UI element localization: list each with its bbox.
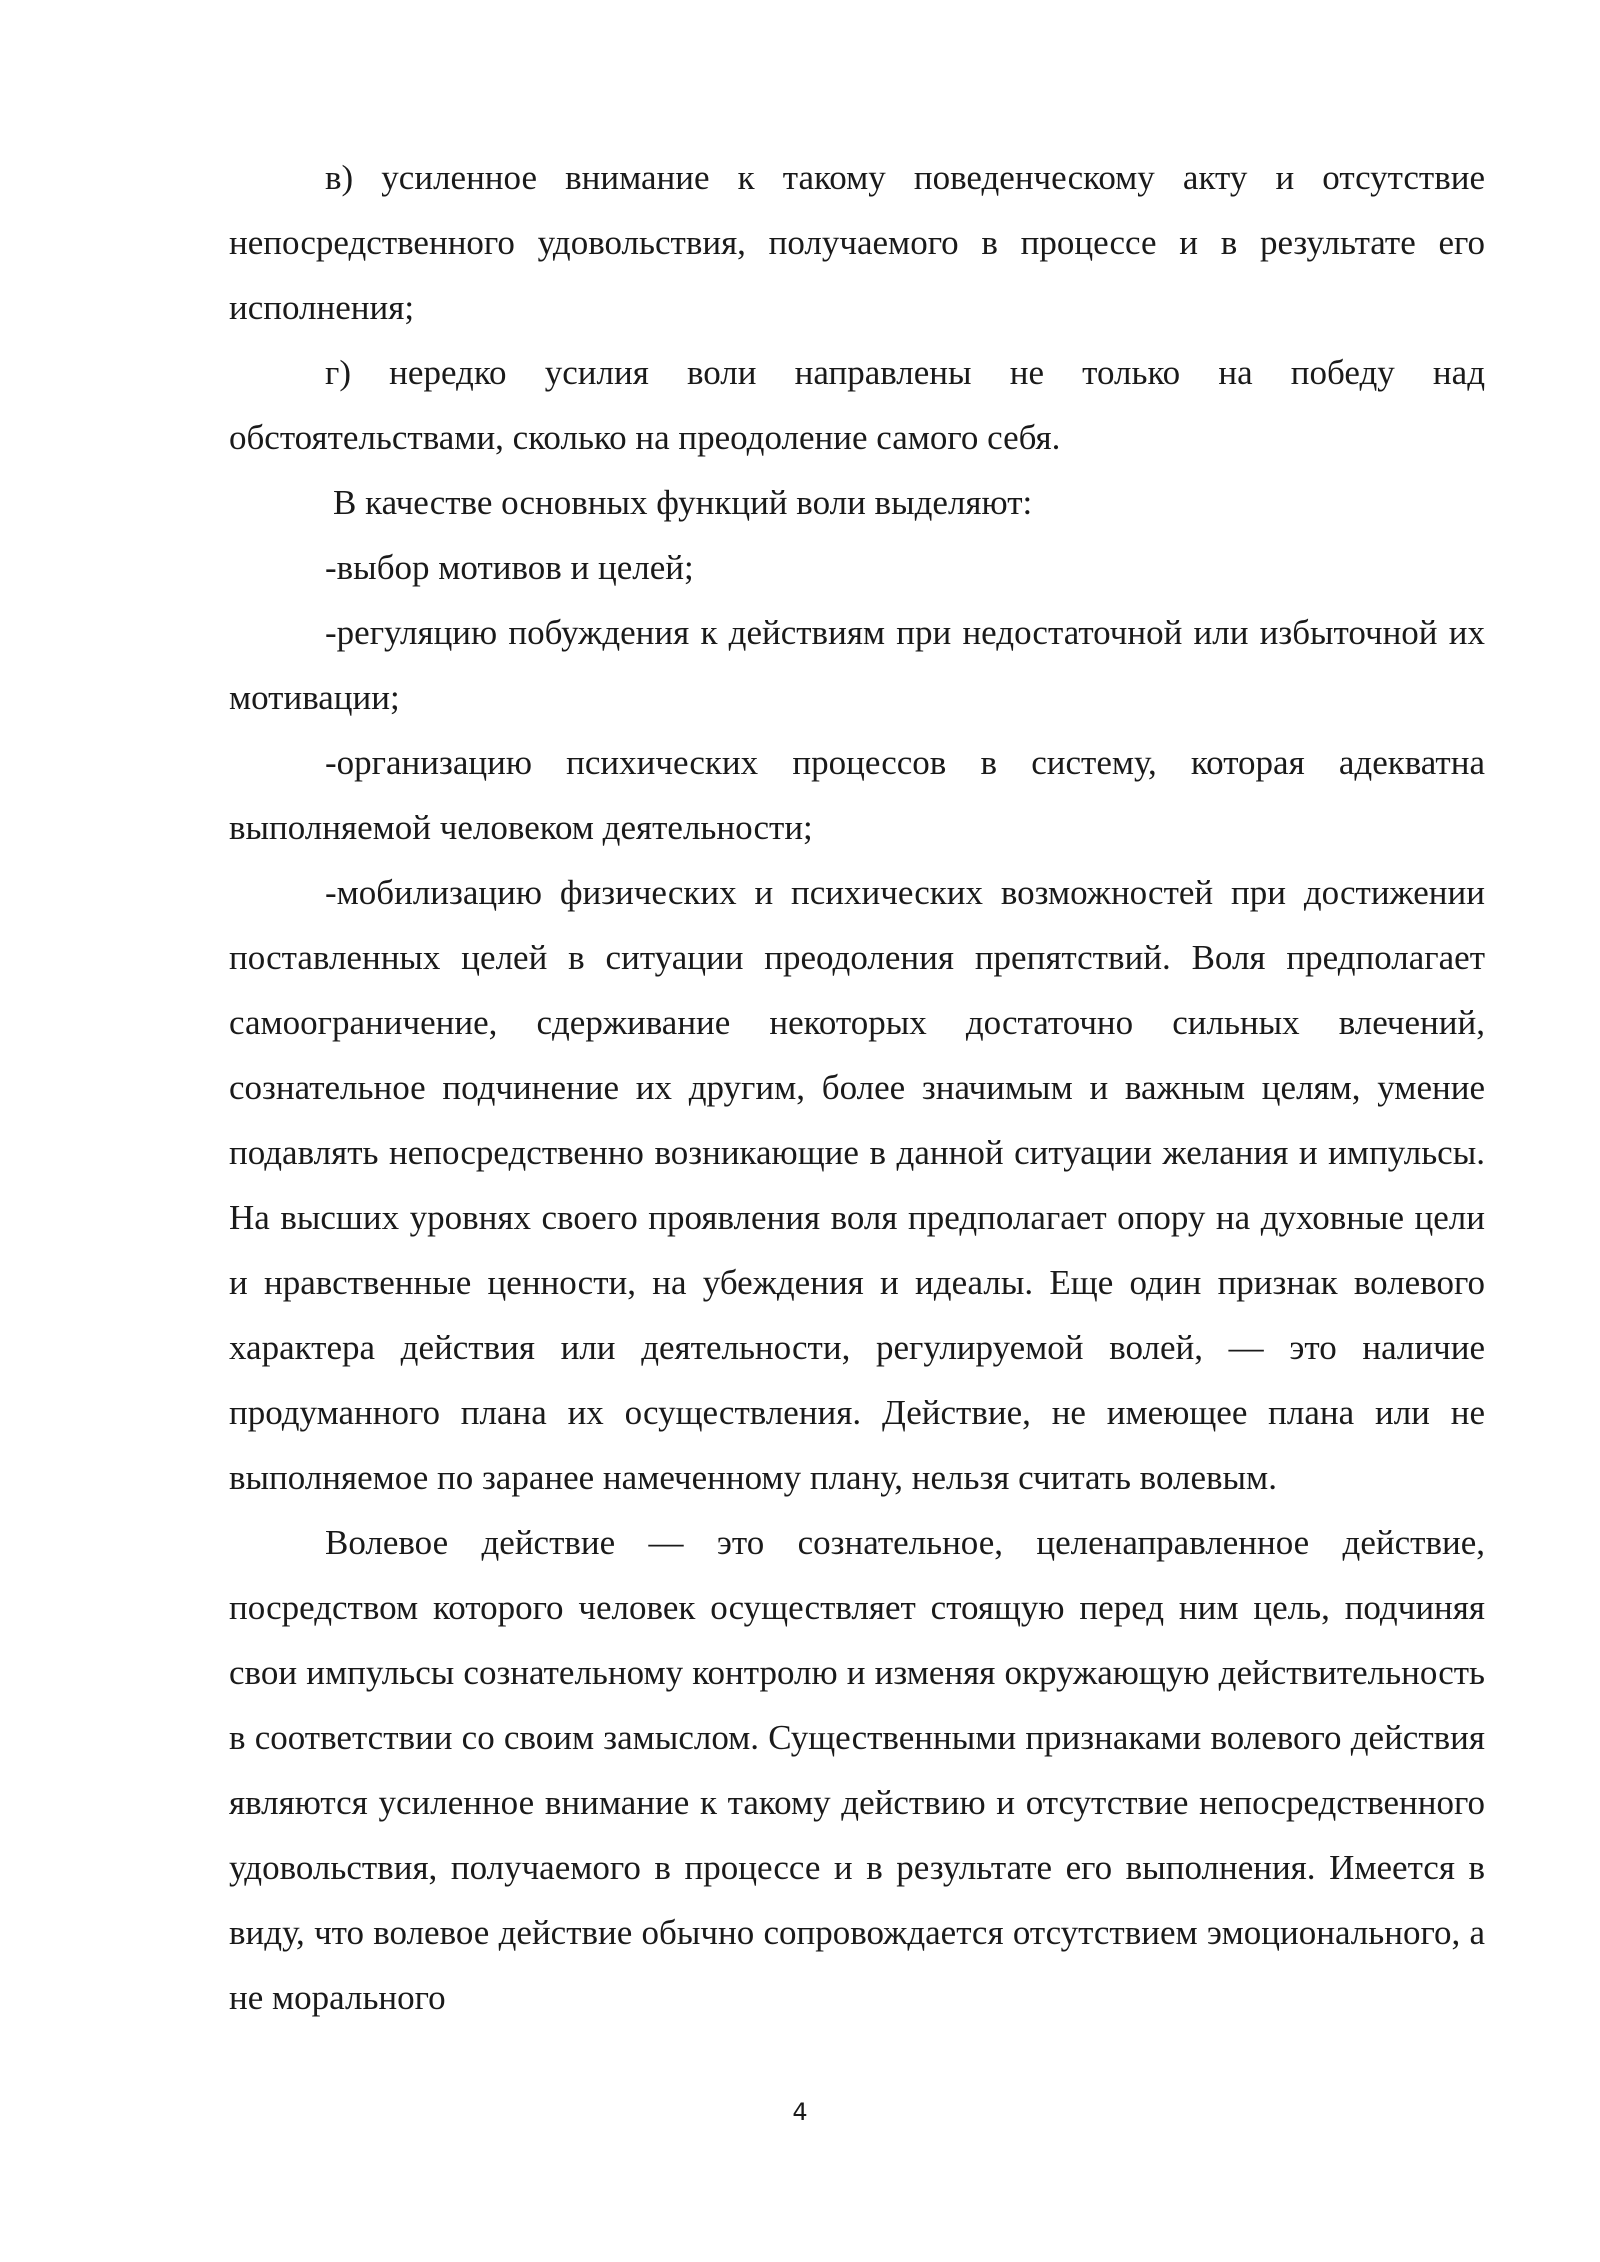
paragraph-v: в) усиленное внимание к такому поведенческому акту и отсутствие непосредственного удовольствия, получаемого в процессе и в результате его исполнения; [229, 158, 1485, 327]
paragraph-volitional-action: Волевое действие — это сознательное, целенаправленное действие, посредством которого человек осуществляет стоящую перед ним цель, подчиняя свои импульсы сознательному контролю и изменяя окружающую действительность в соответствии со своим замыслом. Существенными признаками волевого действия являются усиленное внимание к такому действию и отсутствие непосредственного удовольствия, получаемого в процессе и в результате его выполнения. Имеется в виду, что волевое действие обычно сопровождается отсутствием эмоционального, а не морального [229, 1523, 1485, 2017]
paragraph-g: г) нередко усилия воли направлены не только на победу над обстоятельствами, сколько на преодоление самого себя. [229, 353, 1485, 457]
document-body [229, 145, 1485, 2030]
paragraph-function-regulation: -регуляцию побуждения к действиям при недостаточной или избыточной их мотивации; [229, 613, 1485, 717]
paragraph-function-choice: -выбор мотивов и целей; [325, 548, 694, 587]
page-number: 4 [792, 2098, 808, 2126]
paragraph-function-organization: -организацию психических процессов в систему, которая адекватна выполняемой человеком деятельности; [229, 743, 1485, 847]
paragraph-functions-intro: В качестве основных функций воли выделяют: [333, 483, 1033, 522]
paragraph-function-mobilization: -мобилизацию физических и психических возможностей при достижении поставленных целей в ситуации преодоления препятствий. Воля предполагает самоограничение, сдерживание некоторых достаточно сильных влечений, сознательное подчинение их другим, более значимым и важным целям, умение подавлять непосредственно возникающие в данной ситуации желания и импульсы. На высших уровнях своего проявления воля предполагает опору на духовные цели и нравственные ценности, на убеждения и идеалы. Еще один признак волевого характера действия или деятельности, регулируемой волей, — это наличие продуманного плана их осуществления. Действие, не имеющее плана или не выполняемое по заранее намеченному плану, нельзя считать волевым. [229, 873, 1485, 1497]
